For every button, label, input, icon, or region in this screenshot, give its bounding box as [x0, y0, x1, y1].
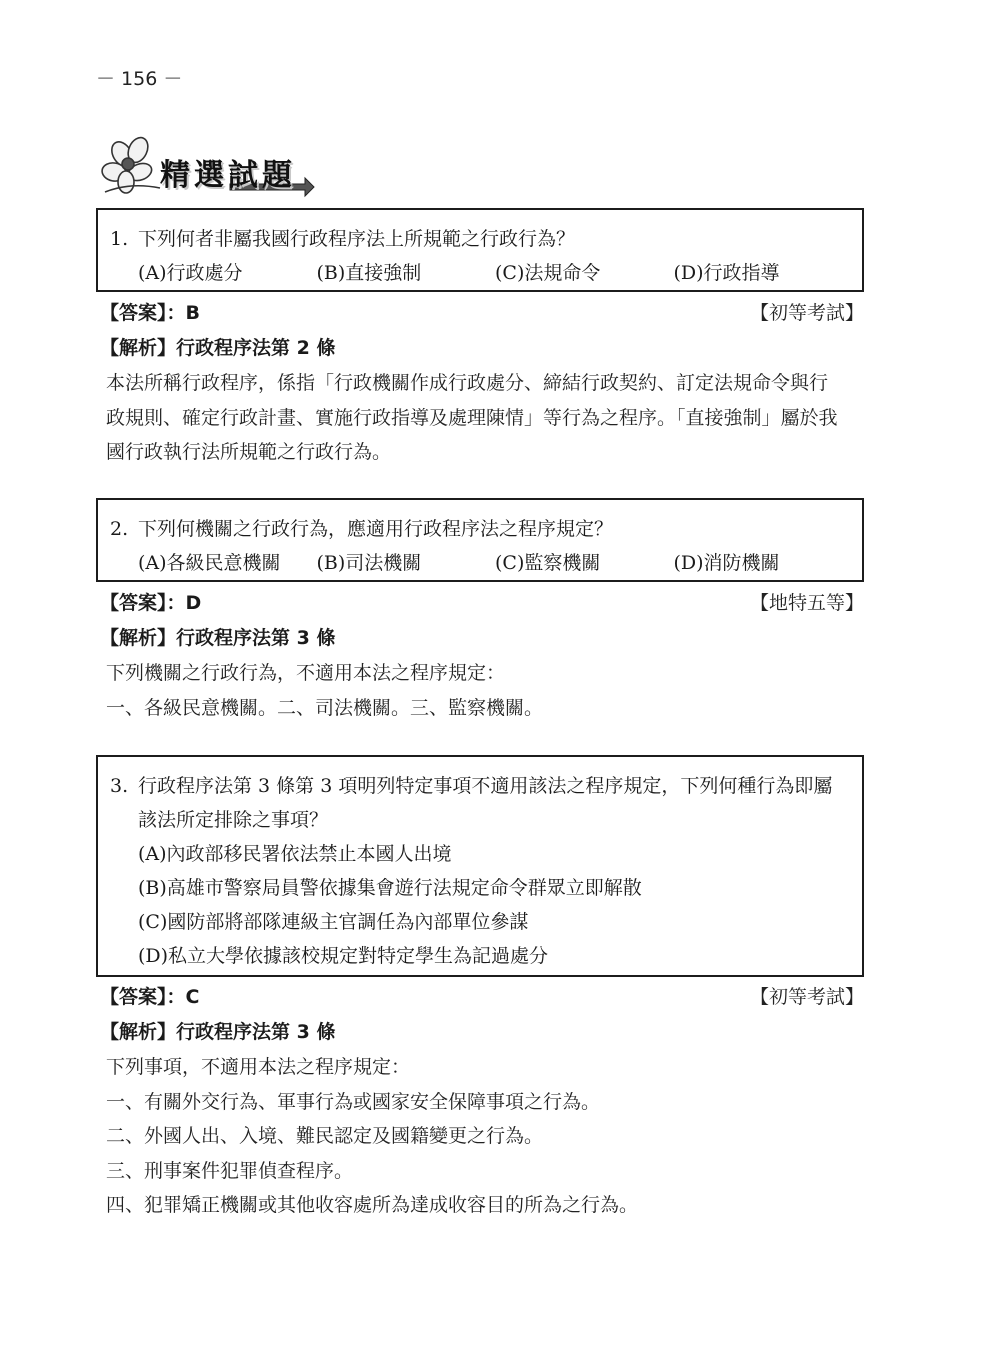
explanation-heading: 【解析】行政程序法第 3 條: [100, 627, 336, 649]
explanation-line: 國行政執行法所規範之行政行為。: [106, 441, 392, 463]
question-stem: [110, 512, 852, 546]
options-row: [110, 546, 852, 580]
page-number: － 156 －: [96, 68, 183, 90]
explanation-body: [106, 656, 868, 725]
option-a: (A)內政部移民署依法禁止本國人出境: [138, 843, 452, 865]
option-c: (C)法規命令: [495, 262, 601, 284]
option-c: (C)監察機關: [495, 552, 601, 574]
explanation-heading: 【解析】行政程序法第 2 條: [100, 337, 336, 359]
answer-label: 【答案】：C: [100, 986, 200, 1008]
question-box: [96, 498, 864, 582]
option-c: (C)國防部將部隊連級主官調任為內部單位參謀: [138, 911, 529, 933]
question-box: [96, 755, 864, 977]
explanation-line: 政規則、確定行政計畫、實施行政指導及處理陳情」等行為之程序。「直接強制」屬於我: [106, 406, 838, 429]
options-row: [110, 256, 852, 290]
option-a: (A)各級民意機關: [138, 552, 281, 574]
question-number: 1.: [110, 228, 129, 250]
option-d: (D)私立大學依據該校規定對特定學生為記過處分: [138, 945, 549, 967]
question-stem: [110, 222, 852, 256]
question-number: 2.: [110, 518, 129, 540]
answer-row: [100, 982, 864, 1012]
option-d: (D)消防機關: [673, 552, 780, 574]
option-b: (B)司法機關: [316, 552, 422, 574]
question-text: 行政程序法第 3 條第 3 項明列特定事項不適用該法之程序規定，下列何種行為即屬: [138, 775, 833, 797]
option-b: (B)直接強制: [316, 262, 422, 284]
explanation-line: 四、犯罪矯正機關或其他收容處所為達成收容目的所為之行為。: [106, 1194, 639, 1216]
option-d: (D)行政指導: [673, 262, 780, 284]
question-text: 下列何機關之行政行為，應適用行政程序法之程序規定？: [138, 518, 614, 540]
question-stem: [110, 769, 852, 803]
answer-row: [100, 588, 864, 618]
explanation-heading: 【解析】行政程序法第 3 條: [100, 1021, 336, 1043]
answer-label: 【答案】：B: [100, 302, 200, 324]
question-text: 下列何者非屬我國行政程序法上所規範之行政行為？: [138, 228, 576, 250]
exam-source: 【初等考試】: [749, 302, 864, 324]
answer-label: 【答案】：D: [100, 592, 202, 614]
question-stem-continued: 該法所定排除之事項？: [138, 809, 329, 831]
explanation-line: 一、有關外交行為、軍事行為或國家安全保障事項之行為。: [106, 1090, 601, 1113]
option-b: (B)高雄市警察局員警依據集會遊行法規定命令群眾立即解散: [138, 877, 642, 899]
explanation-line: 下列事項，不適用本法之程序規定：: [106, 1056, 411, 1078]
explanation-line: 一、各級民意機關。二、司法機關。三、監察機關。: [106, 696, 544, 719]
section-header: [100, 132, 330, 202]
explanation-line: 下列機關之行政行為，不適用本法之程序規定：: [106, 662, 506, 684]
explanation-body: [106, 1050, 868, 1223]
exam-source: 【地特五等】: [749, 592, 864, 614]
explanation-line: 三、刑事案件犯罪偵查程序。: [106, 1159, 354, 1182]
exam-source: 【初等考試】: [749, 986, 864, 1008]
explanation-line: 本法所稱行政程序，係指「行政機關作成行政處分、締結行政契約、訂定法規命令與行: [106, 372, 829, 394]
explanation-line: 二、外國人出、入境、難民認定及國籍變更之行為。: [106, 1125, 544, 1147]
question-number: 3.: [110, 775, 129, 797]
section-title: 精選試題: [160, 158, 296, 193]
answer-row: [100, 298, 864, 328]
question-box: [96, 208, 864, 292]
explanation-body: [106, 366, 868, 470]
option-a: (A)行政處分: [138, 262, 243, 284]
